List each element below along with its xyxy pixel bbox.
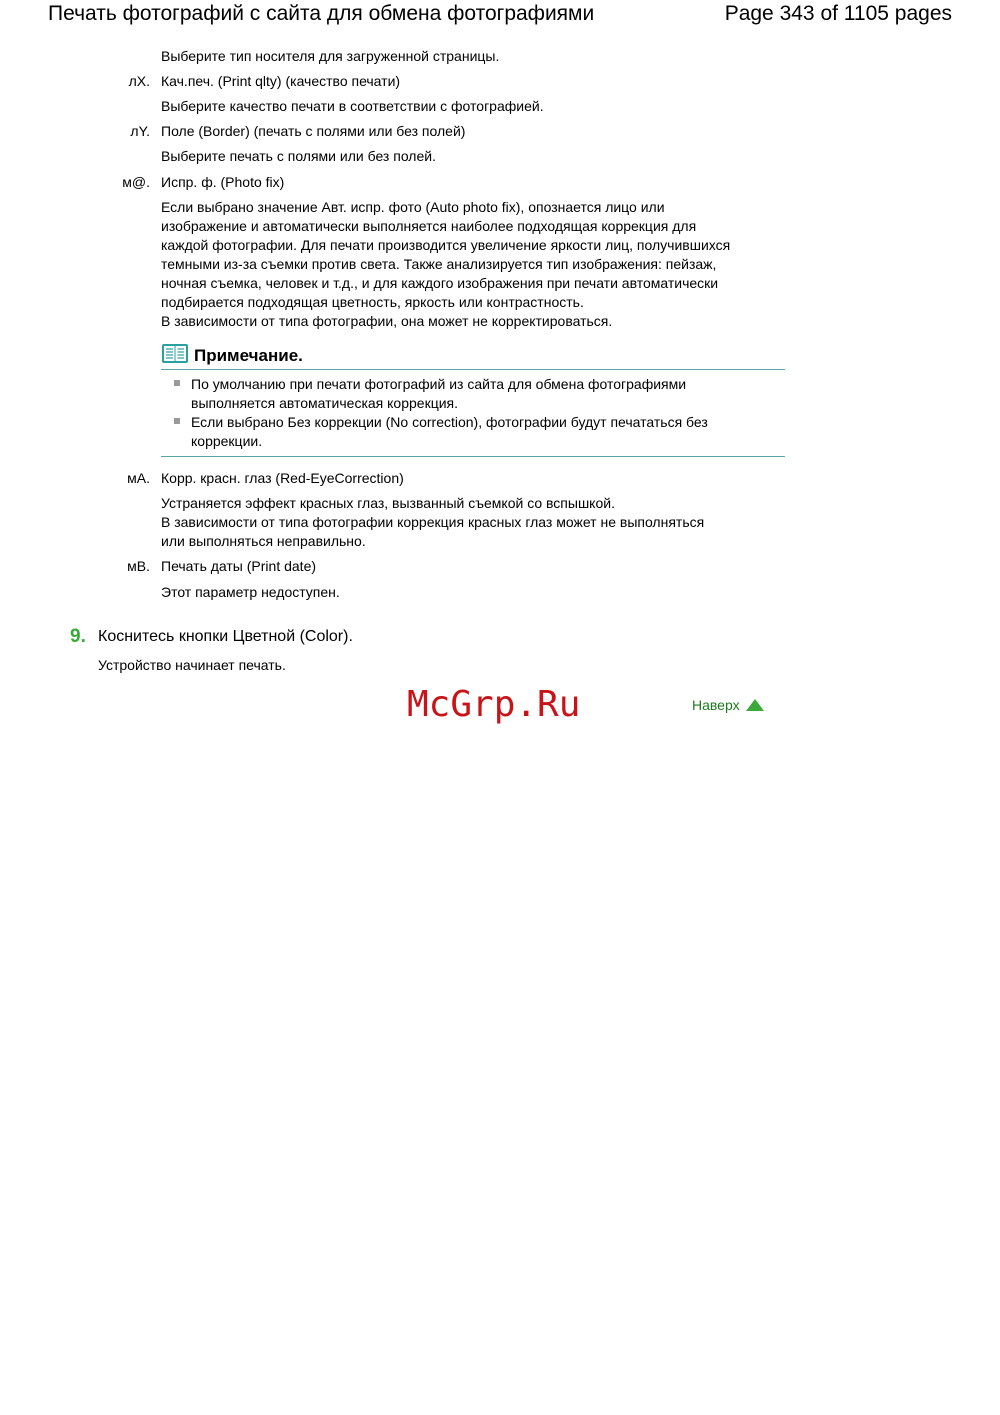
item-number: лY. <box>130 123 150 139</box>
back-to-top-link[interactable]: Наверх <box>692 697 740 713</box>
item-number: мA. <box>127 470 150 486</box>
item-description-line: В зависимости от типа фотографии коррекция красных глаз может не выполняться <box>161 514 705 530</box>
item-description-line: В зависимости от типа фотографии, она может не корректироваться. <box>161 313 613 329</box>
page-counter: Page 343 of 1105 pages <box>724 2 952 25</box>
item-number: мB. <box>127 558 150 574</box>
bullet-icon <box>174 380 180 386</box>
item-description-line: или выполняться неправильно. <box>161 533 366 549</box>
note-bullet-line: коррекции. <box>191 433 263 449</box>
note-title: Примечание. <box>194 346 303 365</box>
step-result: Устройство начинает печать. <box>98 657 286 673</box>
item-description-line: темными из-за съемки против света. Также анализируется тип изображения: пейзаж, <box>161 256 717 272</box>
note-bullet-line: По умолчанию при печати фотографий из сайта для обмена фотографиями <box>191 376 687 392</box>
note-header <box>161 343 785 369</box>
item-description: Выберите качество печати в соответствии с фотографией. <box>161 98 544 114</box>
note-bullet-line: Если выбрано Без коррекции (No correction), фотографии будут печататься без <box>191 414 708 430</box>
item-label-print-date: Печать даты (Print date) <box>161 558 317 574</box>
item-description: Выберите печать с полями или без полей. <box>161 148 436 164</box>
item-description: Этот параметр недоступен. <box>161 584 340 600</box>
page-title: Печать фотографий с сайта для обмена фотографиями <box>48 2 595 25</box>
intro-text: Выберите тип носителя для загруженной страницы. <box>161 48 500 64</box>
book-icon <box>161 343 189 365</box>
item-description-line: Если выбрано значение Авт. испр. фото (Auto photo fix), опознается лицо или <box>161 199 665 215</box>
item-description-line: каждой фотографии. Для печати производится увеличение яркости лиц, получившихся <box>161 237 731 253</box>
step-instruction: Коснитесь кнопки Цветной (Color). <box>98 628 353 645</box>
item-label-red-eye: Корр. красн. глаз (Red-EyeCorrection) <box>161 470 404 486</box>
item-label-border: Поле (Border) (печать с полями или без полей) <box>161 123 466 139</box>
item-label-photo-fix: Испр. ф. (Photo fix) <box>161 174 285 190</box>
item-description-line: изображение и автоматически выполняется наиболее подходящая коррекция для <box>161 218 697 234</box>
note-divider-top <box>161 369 785 370</box>
bullet-icon <box>174 418 180 424</box>
item-description-line: подбирается подходящая цветность, яркость или контрастность. <box>161 294 584 310</box>
item-number: м@. <box>122 174 150 190</box>
note-bullet-line: выполняется автоматическая коррекция. <box>191 395 459 411</box>
item-number: лX. <box>128 73 150 89</box>
item-description-line: ночная съемка, человек и т.д., и для каждого изображения при печати автоматически <box>161 275 719 291</box>
watermark-logo: McGrp.Ru <box>407 684 581 725</box>
step-number: 9. <box>70 626 86 647</box>
note-divider-bottom <box>161 456 785 457</box>
triangle-up-icon[interactable] <box>746 699 764 711</box>
item-label-print-quality: Кач.печ. (Print qlty) (качество печати) <box>161 73 401 89</box>
item-description-line: Устраняется эффект красных глаз, вызванный съемкой со вспышкой. <box>161 495 615 511</box>
